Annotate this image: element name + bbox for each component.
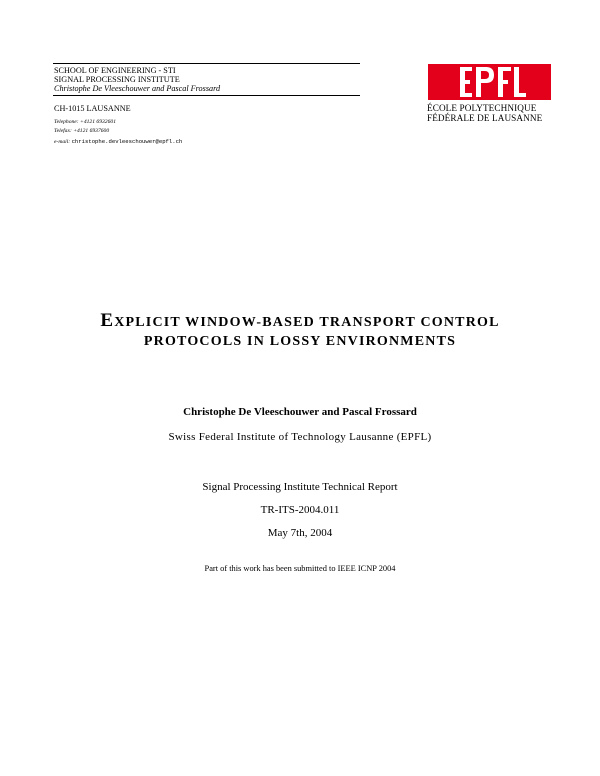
- report-date: May 7th, 2004: [267, 527, 333, 539]
- school-name: SCHOOL OF ENGINEERING - STI: [54, 66, 176, 75]
- epfl-logo-mark: [428, 64, 551, 100]
- report-type: Signal Processing Institute Technical Report: [202, 481, 398, 493]
- telefax-line: Telefax: +4121 6937600: [54, 128, 110, 134]
- epfl-caption-line2: FÉDÉRALE DE LAUSANNE: [427, 113, 543, 123]
- telephone-line: Telephone: +4121 6932601: [54, 119, 116, 125]
- email-line: [54, 138, 182, 146]
- epfl-caption-line1: ÉCOLE POLYTECHNIQUE: [427, 103, 537, 113]
- email-address[interactable]: christophe.devleeschouwer@epfl.ch: [71, 138, 183, 145]
- email-label: e-mail:: [54, 139, 72, 145]
- city-line: CH-1015 LAUSANNE: [54, 104, 131, 113]
- institute-name: SIGNAL PROCESSING INSTITUTE: [54, 75, 180, 84]
- submission-note: Part of this work has been submitted to IEEE ICNP 2004: [204, 564, 396, 573]
- header-people: Christophe De Vleeschouwer and Pascal Frossard: [54, 84, 221, 93]
- affiliation: Swiss Federal Institute of Technology Lausanne (EPFL): [168, 431, 432, 443]
- title-line2: PROTOCOLS IN LOSSY ENVIRONMENTS: [143, 334, 457, 349]
- title-initial: E: [100, 310, 115, 331]
- authors: Christophe De Vleeschouwer and Pascal Frossard: [183, 406, 417, 418]
- title-line1-text: XPLICIT WINDOW-BASED TRANSPORT CONTROL: [114, 315, 500, 330]
- header-bottom-rule: [53, 95, 360, 96]
- header-top-rule: [53, 63, 360, 64]
- report-number: TR-ITS-2004.011: [260, 504, 340, 516]
- epfl-logo: [428, 64, 551, 100]
